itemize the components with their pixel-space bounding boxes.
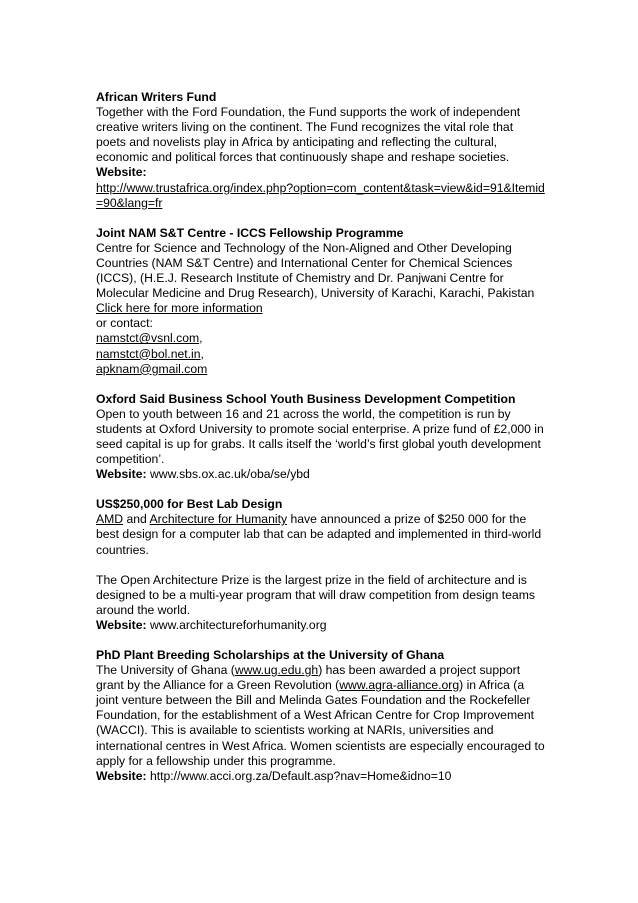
body-text: have announced a prize of $250 000 for the best design for a computer lab that can be adapted and implemented in third-world countries. bbox=[96, 512, 542, 557]
website-link[interactable]: http://www.trustafrica.org/index.php?option=com_content&task=view&id=91&Itemid=90&lang=fr bbox=[96, 180, 545, 210]
entry-body bbox=[96, 512, 546, 557]
entry-title: Joint NAM S&T Centre - ICCS Fellowship Programme bbox=[96, 225, 404, 240]
entry-oxford-competition bbox=[96, 392, 546, 483]
body-text: ) in Africa (a joint venture between the Bill and Melinda Gates Foundation and the Rockefeller Foundation, for the establishment of a West African Centre for Crop Improvement (WACCI). This is available to scientists working at NARIs, universities and international centres in West Africa. Women scientists are especially encouraged to apply for a fellowship under this programme. bbox=[96, 678, 545, 768]
more-information-link[interactable]: Click here for more information bbox=[96, 301, 263, 316]
website-label: Website: bbox=[96, 617, 147, 632]
entry-body bbox=[96, 663, 546, 769]
entry-lab-design-prize bbox=[96, 497, 546, 633]
entry-title: US$250,000 for Best Lab Design bbox=[96, 497, 283, 512]
entry-title: PhD Plant Breeding Scholarships at the University of Ghana bbox=[96, 648, 445, 662]
entry-title: African Writers Fund bbox=[96, 90, 217, 104]
entry-body-second: The Open Architecture Prize is the largest prize in the field of architecture and is designed to be a multi-year program that will draw competition from design teams around the world. bbox=[96, 572, 535, 617]
agra-link[interactable]: www.agra-alliance.org bbox=[339, 678, 460, 693]
email-link[interactable]: apknam@gmail.com bbox=[96, 361, 208, 376]
entry-body: Together with the Ford Foundation, the Fund supports the work of independent creative writers living on the continent. The Fund recognizes the vital role that poets and novelists play in Africa by anticipating and reflecting the cultural, economic and political forces that continuously shape and reshape societies. bbox=[96, 105, 521, 165]
email-link[interactable]: namstct@vsnl.com bbox=[96, 331, 200, 346]
architecture-for-humanity-link[interactable]: Architecture for Humanity bbox=[149, 512, 288, 527]
ug-link[interactable]: www.ug.edu.gh bbox=[234, 663, 319, 678]
entry-body: Open to youth between 16 and 21 across the world, the competition is run by students at Oxford University to promote social enterprise. A prize fund of £2,000 in seed capital is up for grabs. It calls itself the ‘world’s first global youth development competition’. bbox=[96, 406, 544, 467]
contact-label: or contact: bbox=[96, 316, 153, 331]
website-label: Website: bbox=[96, 467, 147, 482]
amd-link[interactable]: AMD bbox=[96, 512, 124, 527]
website-url: http://www.acci.org.za/Default.asp?nav=Home&idno=10 bbox=[149, 768, 452, 783]
entry-title: Oxford Said Business School Youth Business Development Competition bbox=[96, 391, 516, 406]
website-url: www.sbs.ox.ac.uk/oba/se/ybd bbox=[149, 467, 310, 482]
document-page bbox=[96, 90, 546, 799]
entry-body: Centre for Science and Technology of the Non-Aligned and Other Developing Countries (NAM S&T Centre) and International Center for Chemical Sciences (ICCS), (H.E.J. Research Institute of Chemistry and Dr. Panjwani Centre for Molecular Medicine and Drug Research), University of Karachi, Karachi, Pakistan bbox=[96, 240, 535, 301]
connector-text: and bbox=[126, 512, 147, 527]
body-text: The University of Ghana ( bbox=[96, 663, 235, 678]
website-label: Website: bbox=[96, 165, 147, 180]
email-link[interactable]: namstct@bol.net.in bbox=[96, 346, 201, 361]
entry-ghana-scholarships bbox=[96, 648, 546, 784]
entry-african-writers-fund bbox=[96, 90, 546, 211]
website-url: www.architectureforhumanity.org bbox=[149, 617, 327, 632]
entry-nam-iccs-fellowship: Joint NAM S&T Centre - ICCS Fellowship Programme Centre for Science and Technology of the Non-Aligned and Other Developing Countries (NAM S&T Centre) and International Center for Chemical Sciences (ICCS), (H.E.J. Research Institute of Chemistry and Dr. Panjwani Centre for Molecular Medicine and Drug Research), University of Karachi, Karachi, Pakistan Click here for more information or contact: namstct@vsnl.com, namstct@bol.net.in, apknam@gmail.com bbox=[96, 226, 546, 377]
body-text: ) has been awarded a project support grant by the Alliance for a Green Revolution ( bbox=[96, 663, 521, 693]
website-label: Website: bbox=[96, 768, 147, 783]
